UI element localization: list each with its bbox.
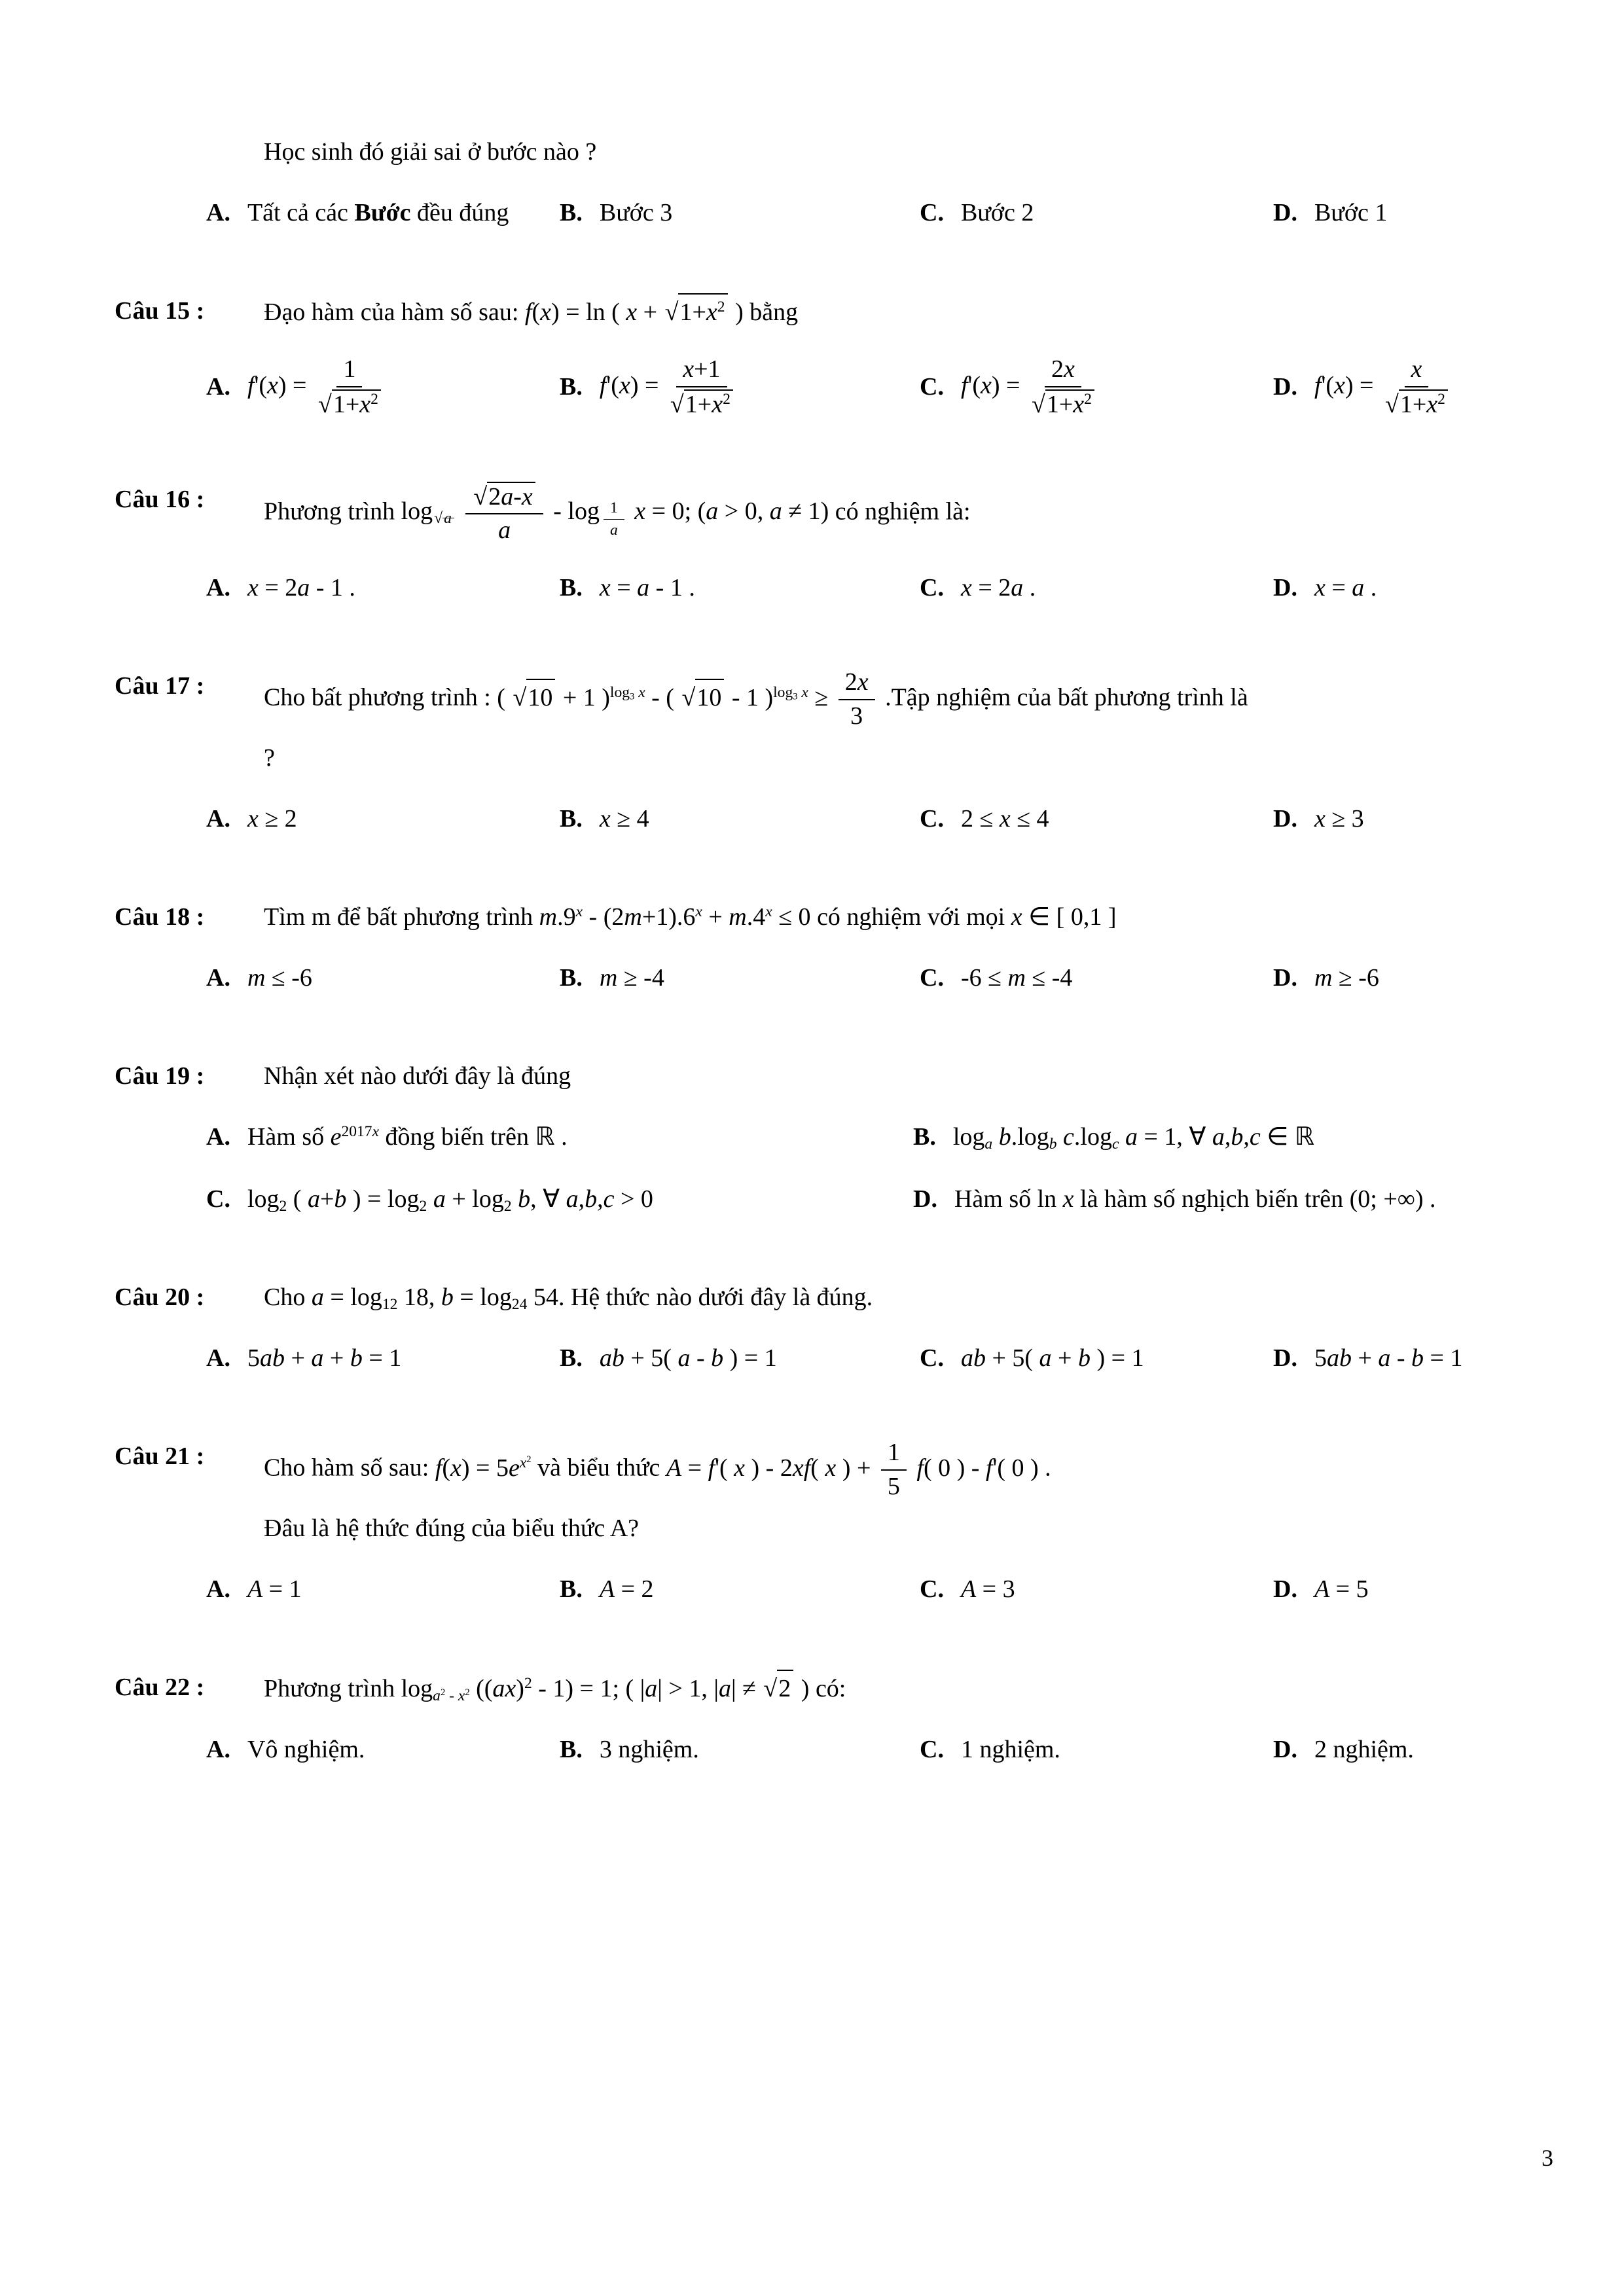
- question-stem-line2: Đâu là hệ thức đúng của biểu thức A?: [264, 1514, 640, 1542]
- option-label: C.: [206, 1185, 230, 1213]
- option-label: D.: [1273, 574, 1297, 602]
- option-content: A = 5: [1314, 1575, 1369, 1603]
- option-b: [913, 1119, 1562, 1155]
- option-b: [560, 355, 920, 419]
- option-content: $\log_a b.\log_b$ $c.\log_c$ a = 1, ∀ a,b,c ∈ ℝ: [952, 1122, 1314, 1153]
- question-stem-row: [115, 1058, 1562, 1094]
- option-content: x = 2a .: [960, 574, 1036, 602]
- option-content: x ≥ 3: [1314, 804, 1364, 833]
- option-label: B.: [560, 373, 583, 401]
- option-label: A.: [206, 1344, 230, 1372]
- option-content: 2 nghiệm.: [1314, 1736, 1414, 1763]
- question-14-tail: [115, 134, 1562, 231]
- option-content: Vô nghiệm.: [247, 1736, 365, 1763]
- option-a: [206, 960, 560, 996]
- option-d: [1273, 1732, 1562, 1768]
- option-content: m ≥ -6: [1314, 963, 1379, 992]
- option-a: [206, 570, 560, 606]
- option-content: A = 1: [247, 1575, 302, 1603]
- question-number: Câu 19 :: [115, 1062, 205, 1090]
- option-label: A.: [206, 1122, 230, 1151]
- option-label: C.: [920, 574, 944, 602]
- option-b: [560, 1732, 920, 1768]
- option-content: ab + 5( a + b ) = 1: [960, 1344, 1144, 1372]
- option-label: A.: [206, 199, 230, 227]
- option-label: D.: [913, 1185, 937, 1213]
- option-label: B.: [560, 199, 583, 227]
- question-stem-line2: ?: [264, 744, 275, 772]
- answer-options: [206, 1119, 1562, 1217]
- option-content: ab + 5( a - b ) = 1: [599, 1344, 777, 1372]
- question-stem: Cho bất phương trình : ( √10 + 1 )$^{log_3 x}$ - ( √10 - 1 )$^{log_3 x}$ ≥ $\frac{2x}{3}$ .Tập nghiệm của bất phương trình là: [264, 668, 1248, 730]
- option-label: A.: [206, 574, 230, 602]
- question-stem-row: [115, 293, 1562, 331]
- option-a: [206, 1340, 560, 1376]
- question-cau-17: [115, 668, 1562, 837]
- option-content: 3 nghiệm.: [599, 1736, 699, 1763]
- option-content: $\log_2$ ( a+b ) = $\log_2 a + \log_2 b$, ∀ a,b,c > 0: [247, 1185, 653, 1215]
- option-d: [1273, 801, 1562, 837]
- option-label: D.: [1273, 1575, 1297, 1603]
- option-label: B.: [560, 804, 583, 833]
- option-d: [1273, 355, 1562, 419]
- answer-options: [206, 1340, 1562, 1376]
- question-stem-row: [115, 134, 1562, 170]
- option-content: m ≤ -6: [247, 963, 312, 992]
- option-content: x = a .: [1314, 574, 1377, 602]
- option-d: [1273, 1340, 1562, 1376]
- option-content: A = 3: [960, 1575, 1015, 1603]
- question-cau-21: [115, 1439, 1562, 1607]
- option-label: B.: [560, 574, 583, 602]
- question-cau-15: [115, 293, 1562, 419]
- question-stem: Phương trình $\log_{a^2 - x^2} ((ax)^2 - 1) = 1$; ( |a| > 1, |a| ≠ √2 ) có:: [264, 1670, 1562, 1707]
- question-number: Câu 15 :: [115, 297, 205, 325]
- option-a: [206, 1732, 560, 1768]
- answer-options: [206, 801, 1562, 837]
- answer-options: [206, 570, 1562, 606]
- option-content: f'(x) = $\frac{x}{√1+x^2}$: [1314, 355, 1453, 419]
- option-c: [206, 1181, 913, 1217]
- question-cau-18: [115, 899, 1562, 996]
- option-label: C.: [920, 1575, 944, 1603]
- option-c: [920, 570, 1273, 606]
- option-label: B.: [560, 963, 583, 992]
- option-d: [1273, 960, 1562, 996]
- option-b: [560, 570, 920, 606]
- question-number: Câu 20 :: [115, 1283, 205, 1312]
- question-stem-row: [115, 1439, 1562, 1501]
- question-cau-16: [115, 482, 1562, 606]
- question-number: Câu 21 :: [115, 1443, 205, 1471]
- question-stem: Đạo hàm của hàm số sau: f(x) = ln ( $x + √1+x^2$ ) bằng: [264, 293, 1562, 331]
- option-label: D.: [1273, 1344, 1297, 1372]
- option-content: x ≥ 4: [599, 804, 649, 833]
- option-label: A.: [206, 1736, 230, 1763]
- option-content: Bước 2: [960, 199, 1034, 227]
- option-d: [1273, 1571, 1562, 1607]
- option-label: A.: [206, 804, 230, 833]
- option-label: B.: [913, 1122, 936, 1151]
- option-label: C.: [920, 199, 944, 227]
- option-content: Hàm số ln x là hàm số nghịch biến trên (0; +∞) .: [954, 1185, 1436, 1213]
- option-c: [920, 1732, 1273, 1768]
- option-a: [206, 355, 560, 419]
- option-b: [560, 1571, 920, 1607]
- question-stem: Cho $a = \log_{12} 18$, $b = \log_{24} 54$. Hệ thức nào dưới đây là đúng.: [264, 1283, 873, 1314]
- option-content: Hàm số $e^{2017x}$ đồng biến trên ℝ .: [247, 1122, 568, 1151]
- option-content: Bước 3: [599, 199, 673, 227]
- option-b: [560, 960, 920, 996]
- question-stem: Cho hàm số sau: $f(x) = 5e^{x^2}$ và biểu thức A = f'( x ) - 2xf( x ) + $\frac{1}{5}$ f( 0 ) - f'( 0 ) .: [264, 1439, 1051, 1501]
- question-stem-row: [115, 482, 1562, 545]
- answer-options: [206, 355, 1562, 419]
- option-a: [206, 195, 560, 231]
- option-label: B.: [560, 1736, 583, 1763]
- option-c: [920, 960, 1273, 996]
- question-stem: Học sinh đó giải sai ở bước nào ?: [264, 138, 597, 166]
- question-stem-row: [115, 1670, 1562, 1707]
- option-d: [1273, 570, 1562, 606]
- answer-options: [206, 1732, 1562, 1768]
- option-content: 5ab + a - b = 1: [1314, 1344, 1463, 1372]
- option-content: x = a - 1 .: [599, 574, 695, 602]
- option-label: A.: [206, 373, 230, 401]
- option-content: Tất cả các Bước đều đúng: [247, 199, 509, 227]
- option-c: [920, 355, 1273, 419]
- option-label: C.: [920, 804, 944, 833]
- option-a: [206, 1571, 560, 1607]
- option-label: C.: [920, 373, 944, 401]
- option-content: 1 nghiệm.: [960, 1736, 1060, 1763]
- option-label: A.: [206, 963, 230, 992]
- option-d: [913, 1181, 1562, 1217]
- question-stem-row: [115, 1280, 1562, 1316]
- option-a: [206, 1119, 913, 1155]
- option-content: Bước 1: [1314, 199, 1388, 227]
- option-label: D.: [1273, 373, 1297, 401]
- option-c: [920, 1571, 1273, 1607]
- option-content: x ≥ 2: [247, 804, 297, 833]
- question-cau-20: [115, 1280, 1562, 1376]
- question-number: Câu 16 :: [115, 485, 205, 513]
- option-label: A.: [206, 1575, 230, 1603]
- question-stem-row: [115, 668, 1562, 730]
- option-content: m ≥ -4: [599, 963, 664, 992]
- option-c: [920, 801, 1273, 837]
- option-content: 5ab + a + b = 1: [247, 1344, 402, 1372]
- option-label: B.: [560, 1344, 583, 1372]
- option-b: [560, 1340, 920, 1376]
- question-stem: Phương trình $\log_{√a}$ $\frac{√2a-x}{a}$ - log $_{\frac{1}{a}}$ x = 0; (a > 0, a ≠ 1) có nghiệm là:: [264, 482, 971, 545]
- option-label: D.: [1273, 1736, 1297, 1763]
- question-cau-19: [115, 1058, 1562, 1217]
- option-b: [560, 195, 920, 231]
- answer-options: [206, 195, 1562, 231]
- answer-options: [206, 960, 1562, 996]
- page-content: [115, 134, 1562, 1830]
- option-label: C.: [920, 1344, 944, 1372]
- option-d: [1273, 195, 1562, 231]
- question-number: Câu 18 :: [115, 903, 205, 931]
- option-label: D.: [1273, 804, 1297, 833]
- answer-options: [206, 1571, 1562, 1607]
- option-label: B.: [560, 1575, 583, 1603]
- option-label: C.: [920, 963, 944, 992]
- option-label: C.: [920, 1736, 944, 1763]
- option-c: [920, 1340, 1273, 1376]
- question-number: Câu 17 :: [115, 672, 205, 700]
- option-content: 2 ≤ x ≤ 4: [960, 804, 1049, 833]
- option-label: D.: [1273, 199, 1297, 227]
- question-cau-22: [115, 1670, 1562, 1768]
- option-content: x = 2a - 1 .: [247, 574, 355, 602]
- option-a: [206, 801, 560, 837]
- option-content: f'(x) = $\frac{2x}{√1+x^2}$: [961, 355, 1100, 419]
- option-content: A = 2: [599, 1575, 654, 1603]
- page-number: 3: [1542, 2144, 1553, 2171]
- question-number: Câu 22 :: [115, 1673, 205, 1701]
- option-b: [560, 801, 920, 837]
- option-content: f'(x) = $\frac{x+1}{√1+x^2}$: [600, 355, 738, 419]
- question-stem-row: [115, 899, 1562, 935]
- question-stem: Nhận xét nào dưới đây là đúng: [264, 1062, 571, 1090]
- option-c: [920, 195, 1273, 231]
- option-label: D.: [1273, 963, 1297, 992]
- option-content: f'(x) = $\frac{1}{√1+x^2}$: [247, 355, 386, 419]
- question-stem: Tìm m để bất phương trình $m.9^x - (2m+1).6^x + m.4^x \le 0$ có nghiệm với mọi x ∈ [ 0,1 ]: [264, 903, 1117, 931]
- option-content: -6 ≤ m ≤ -4: [960, 963, 1073, 992]
